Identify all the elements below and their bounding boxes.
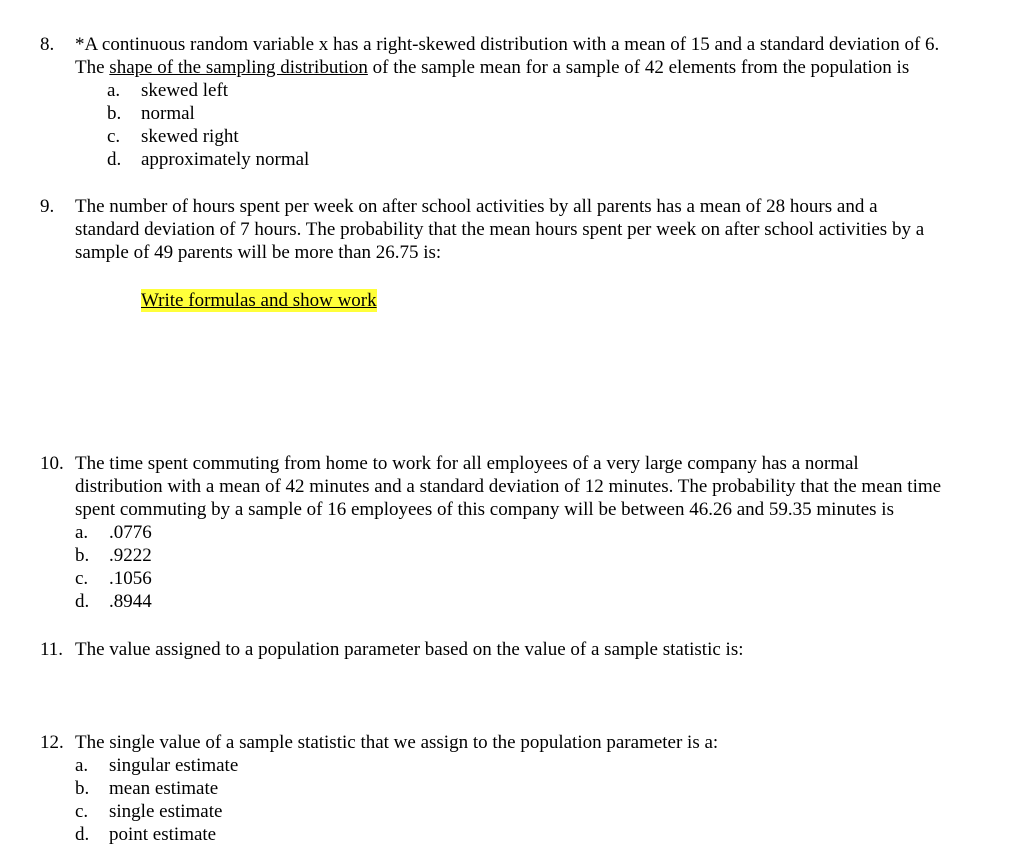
option-letter: c. xyxy=(107,126,121,147)
question-line: standard deviation of 7 hours. The probability that the mean hours spent per week on after school activities by a xyxy=(75,219,925,240)
answer-option-d[interactable] xyxy=(107,148,1010,171)
option-letter: b. xyxy=(75,778,90,799)
question-text xyxy=(75,452,1010,521)
option-text: .8944 xyxy=(109,591,152,612)
question-line: *A continuous random variable x has a right-skewed distribution with a mean of 15 and a standard deviation of 6. xyxy=(75,34,940,55)
question-line: spent commuting by a sample of 16 employees of this company will be between 46.26 and 59.35 minutes is xyxy=(75,499,894,520)
question-line: The time spent commuting from home to work for all employees of a very large company has a normal xyxy=(75,453,859,474)
option-text: approximately normal xyxy=(141,149,310,170)
question-text xyxy=(75,638,1010,661)
question-line: distribution with a mean of 42 minutes and a standard deviation of 12 minutes. The probability that the mean time xyxy=(75,476,942,497)
answer-options xyxy=(107,79,1010,171)
option-letter: b. xyxy=(107,103,122,124)
option-text: .0776 xyxy=(109,522,152,543)
option-letter: d. xyxy=(75,824,90,845)
answer-options xyxy=(75,754,1010,846)
question-9 xyxy=(40,195,1010,311)
question-number: 12. xyxy=(40,732,64,753)
option-text: singular estimate xyxy=(109,755,239,776)
option-letter: c. xyxy=(75,568,89,589)
option-letter: b. xyxy=(75,545,90,566)
question-8 xyxy=(40,33,1010,171)
answer-option-a[interactable] xyxy=(75,521,1010,544)
question-text xyxy=(75,195,1010,264)
answer-option-c[interactable] xyxy=(75,800,1010,823)
question-11 xyxy=(40,638,1010,661)
option-text: normal xyxy=(141,103,195,124)
answer-option-c[interactable] xyxy=(107,125,1010,148)
question-number: 11. xyxy=(40,639,64,660)
option-letter: a. xyxy=(75,755,89,776)
question-number: 9. xyxy=(40,196,55,217)
answer-option-a[interactable] xyxy=(75,754,1010,777)
answer-option-d[interactable] xyxy=(75,590,1010,613)
question-line: The single value of a sample statistic that we assign to the population parameter is a: xyxy=(75,732,719,753)
option-text: .1056 xyxy=(109,568,152,589)
option-text: .9222 xyxy=(109,545,152,566)
text-segment: The xyxy=(75,57,110,78)
option-letter: d. xyxy=(107,149,122,170)
option-text: mean estimate xyxy=(109,778,219,799)
underlined-phrase: shape of the sampling distribution xyxy=(109,57,368,78)
question-number: 10. xyxy=(40,453,64,474)
question-text xyxy=(75,731,1010,754)
option-letter: d. xyxy=(75,591,90,612)
text-segment: of the sample mean for a sample of 42 elements from the population is xyxy=(367,57,910,78)
question-12 xyxy=(40,731,1010,846)
question-line: The number of hours spent per week on after school activities by all parents has a mean of 28 hours and a xyxy=(75,196,878,217)
question-line xyxy=(75,56,1010,79)
option-text: point estimate xyxy=(109,824,217,845)
answer-option-a[interactable] xyxy=(107,79,1010,102)
answer-option-c[interactable] xyxy=(75,567,1010,590)
question-text xyxy=(75,33,1010,79)
option-letter: c. xyxy=(75,801,89,822)
answer-option-b[interactable] xyxy=(75,777,1010,800)
highlighted-instruction: Write formulas and show work xyxy=(141,290,377,311)
option-letter: a. xyxy=(107,80,121,101)
option-text: single estimate xyxy=(109,801,223,822)
answer-option-d[interactable] xyxy=(75,823,1010,846)
answer-options xyxy=(75,521,1010,613)
question-number: 8. xyxy=(40,34,55,55)
option-letter: a. xyxy=(75,522,89,543)
question-line: The value assigned to a population parameter based on the value of a sample statistic is: xyxy=(75,639,744,660)
answer-option-b[interactable] xyxy=(107,102,1010,125)
option-text: skewed left xyxy=(141,80,229,101)
question-line: sample of 49 parents will be more than 26.75 is: xyxy=(75,242,442,263)
option-text: skewed right xyxy=(141,126,239,147)
answer-option-b[interactable] xyxy=(75,544,1010,567)
question-10 xyxy=(40,452,1010,613)
